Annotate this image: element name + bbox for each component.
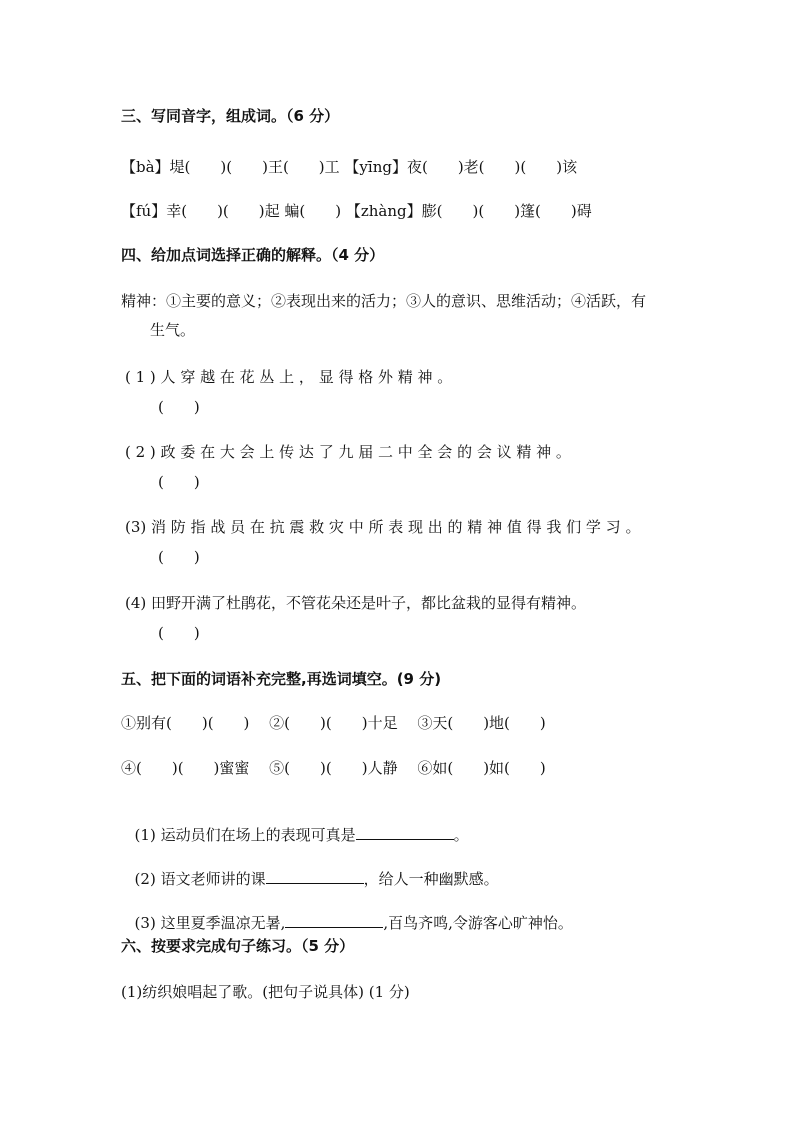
- question-item-4: (4) 田野开满了杜鹃花，不管花朵还是叶子，都比盆栽的显得有精神。: [125, 594, 587, 612]
- question-item-3: (3) 消 防 指 战 员 在 抗 震 救 灾 中 所 表 现 出 的 精 神 值 得 我 们 学 习 。: [125, 518, 641, 536]
- fill-sentence-1: [125, 803, 469, 845]
- section-5-heading: 五、把下面的词语补充完整,再选词填空。(9 分): [121, 670, 442, 688]
- idiom-row-2: ④( )( )蜜蜜 ⑤( )( )人静 ⑥如( )如( ): [121, 759, 546, 777]
- sentence-exercise-1: (1)纺织娘唱起了歌。(把句子说具体) (1 分): [121, 983, 410, 1001]
- answer-blank-3: ( ): [158, 548, 200, 566]
- fill-1-end: 。: [453, 826, 469, 844]
- fill-1-text: (1) 运动员们在场上的表现可真是: [134, 826, 356, 844]
- answer-blank-1: ( ): [158, 398, 200, 416]
- homophone-row-2: 【fú】幸( )( )起 蝙( ) 【zhàng】膨( )( )篷( )碍: [121, 202, 592, 220]
- fill-2-end: ，给人一种幽默感。: [363, 870, 499, 888]
- section-6-heading: 六、按要求完成句子练习。（5 分）: [121, 937, 355, 955]
- fill-3-text: (3) 这里夏季温凉无暑,: [134, 914, 286, 932]
- fill-sentence-3: [125, 891, 573, 933]
- section-3-heading: 三、写同音字，组成词。（6 分）: [121, 107, 340, 125]
- idiom-row-1: ①别有( )( ) ②( )( )十足 ③天( )地( ): [121, 714, 546, 732]
- definition-line-1: 精神：①主要的意义；②表现出来的活力；③人的意识、思维活动；④活跃，有: [121, 292, 647, 310]
- fill-3-end: ,百鸟齐鸣,令游客心旷神怡。: [383, 914, 573, 932]
- question-item-2: ( 2 ) 政 委 在 大 会 上 传 达 了 九 届 二 中 全 会 的 会 议 精 神 。: [125, 443, 571, 461]
- fill-3-blank[interactable]: [285, 911, 383, 928]
- homophone-row-1: 【bà】堤( )( )王( )工 【yīng】夜( )老( )( )该: [121, 158, 578, 176]
- fill-2-blank[interactable]: [266, 867, 364, 884]
- section-4-heading: 四、给加点词选择正确的解释。（4 分）: [121, 246, 385, 264]
- fill-2-text: (2) 语文老师讲的课: [134, 870, 266, 888]
- fill-1-blank[interactable]: [356, 823, 454, 840]
- fill-sentence-2: [125, 847, 499, 889]
- question-item-1: ( 1 ) 人 穿 越 在 花 丛 上 ， 显 得 格 外 精 神 。: [125, 368, 453, 386]
- answer-blank-4: ( ): [158, 624, 200, 642]
- definition-line-2: 生气。: [150, 321, 196, 339]
- answer-blank-2: ( ): [158, 473, 200, 491]
